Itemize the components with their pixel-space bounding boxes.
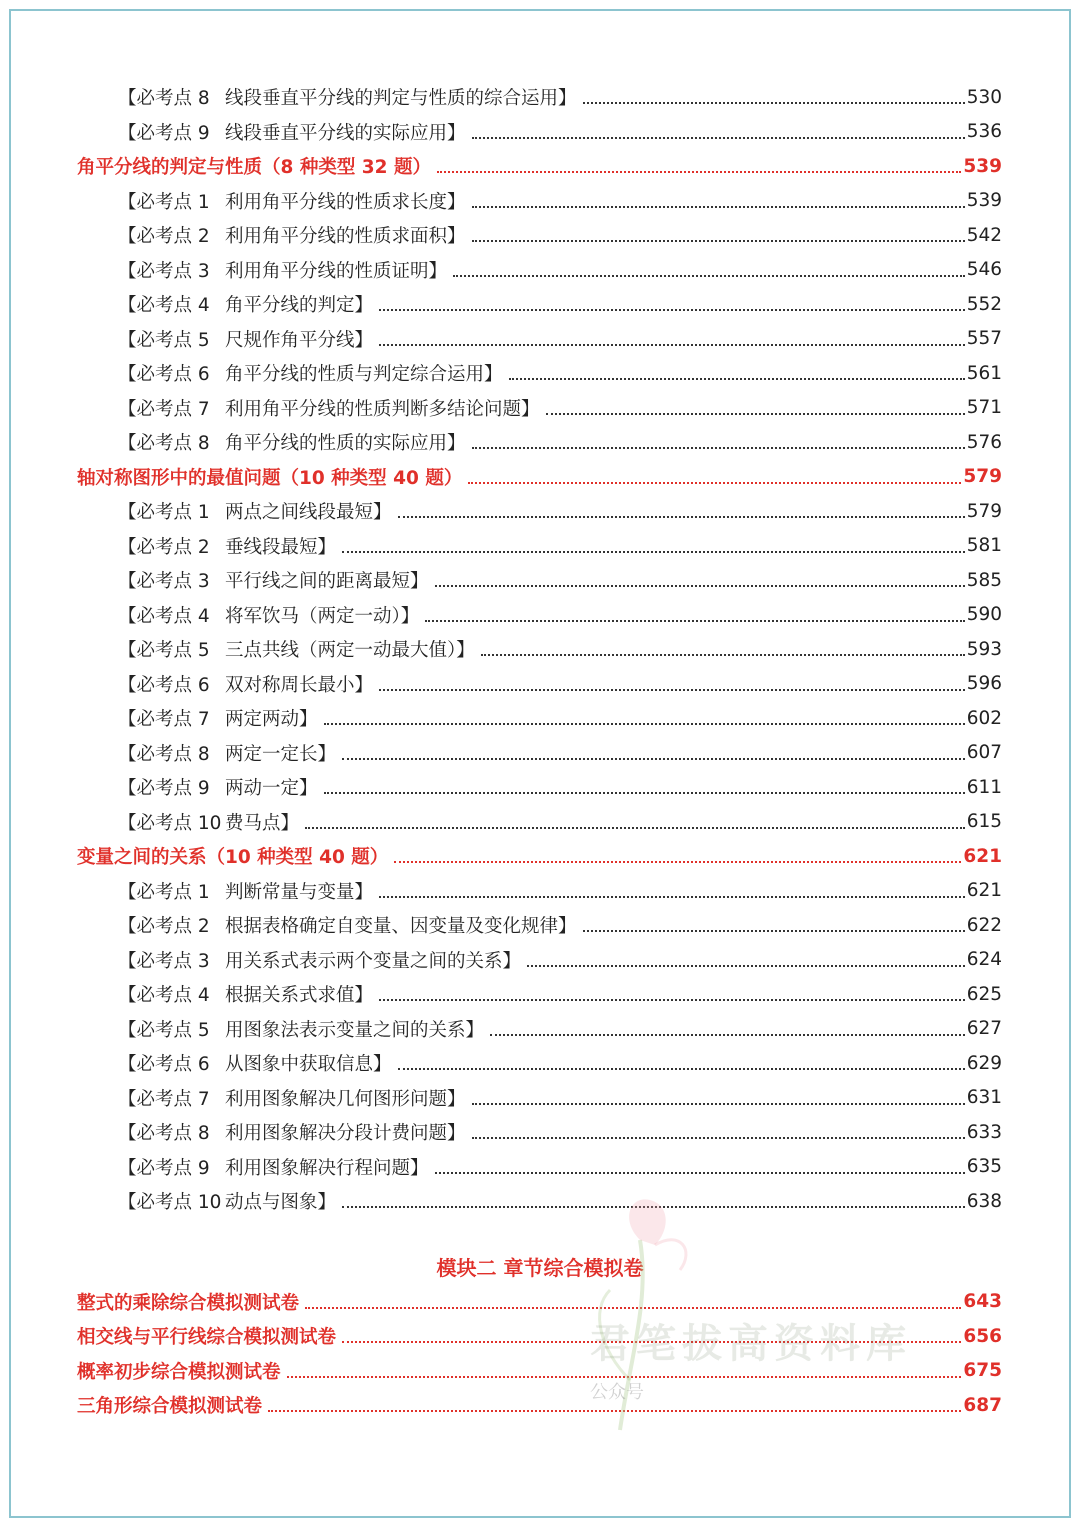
watermark-text: 君笔拔高资料库 xyxy=(590,1320,912,1367)
dot-leader xyxy=(472,1103,965,1105)
toc-exam-entry[interactable]: 三角形综合模拟测试卷 687 xyxy=(77,1394,1002,1418)
page-number: 607 xyxy=(966,742,1002,764)
dot-leader xyxy=(472,1137,965,1139)
page-number: 627 xyxy=(966,1018,1002,1040)
page-number: 621 xyxy=(966,880,1002,902)
toc-exam-entry[interactable]: 整式的乘除综合模拟测试卷 643 xyxy=(77,1291,1002,1314)
page-number: 579 xyxy=(966,500,1002,522)
toc-entry[interactable]: 【必考点 8 线段垂直平分线的判定与性质的综合运用】 530 xyxy=(118,86,1002,110)
dot-leader xyxy=(305,1307,961,1309)
page-number: 596 xyxy=(966,673,1002,695)
page-number: 633 xyxy=(966,1121,1002,1143)
dot-leader xyxy=(398,1068,965,1070)
dot-leader xyxy=(379,896,965,898)
page-number: 631 xyxy=(966,1087,1002,1109)
module-heading: 模块二 章节综合模拟卷 xyxy=(436,1255,644,1280)
toc-entry[interactable]: 【必考点 1 判断常量与变量】 621 xyxy=(118,880,1002,903)
dot-leader xyxy=(342,758,965,760)
toc-entry[interactable]: 【必考点 5 尺规作角平分线】 557 xyxy=(118,328,1002,351)
toc-exam-entry[interactable]: 概率初步综合模拟测试卷 675 xyxy=(77,1360,1002,1383)
page-number: 571 xyxy=(966,397,1002,419)
dot-leader xyxy=(481,654,965,656)
toc-entry[interactable]: 【必考点 9 两动一定】 611 xyxy=(118,776,1002,800)
table-of-contents xyxy=(0,80,1080,1423)
toc-entry[interactable]: 【必考点 5 三点共线（两定一动最大值）】 593 xyxy=(118,638,1002,662)
toc-entry[interactable]: 【必考点 10 动点与图象】 638 xyxy=(118,1190,1002,1214)
dot-leader xyxy=(472,206,965,208)
page-number: 629 xyxy=(966,1052,1002,1074)
toc-entry[interactable]: 【必考点 7 利用图象解决几何图形问题】 631 xyxy=(118,1087,1002,1110)
toc-section-axis-symmetry[interactable]: 轴对称图形中的最值问题（10 种类型 40 题） 579 xyxy=(77,466,1002,489)
toc-entry[interactable]: 【必考点 6 角平分线的性质与判定综合运用】 561 xyxy=(118,362,1002,386)
page-number: 624 xyxy=(966,949,1002,971)
dot-leader xyxy=(472,240,965,242)
page-number: 621 xyxy=(963,845,1002,867)
toc-entry[interactable]: 【必考点 2 根据表格确定自变量、因变量及变化规律】 622 xyxy=(118,914,1002,938)
toc-entry[interactable]: 【必考点 7 利用角平分线的性质判断多结论问题】 571 xyxy=(118,397,1002,420)
toc-entry[interactable]: 【必考点 3 用关系式表示两个变量之间的关系】 624 xyxy=(118,949,1002,972)
page-number: 656 xyxy=(963,1325,1002,1347)
page-number: 542 xyxy=(966,224,1002,246)
page-number: 576 xyxy=(966,431,1002,453)
dot-leader xyxy=(435,585,965,587)
dot-leader xyxy=(379,344,965,346)
dot-leader xyxy=(342,551,965,553)
page-number: 622 xyxy=(966,914,1002,936)
page-number: 602 xyxy=(966,707,1002,729)
page-number: 687 xyxy=(963,1394,1002,1416)
dot-leader xyxy=(394,861,961,863)
toc-entry[interactable]: 【必考点 1 两点之间线段最短】 579 xyxy=(118,500,1002,524)
page-number: 593 xyxy=(966,638,1002,660)
toc-exam-entry[interactable]: 相交线与平行线综合模拟测试卷 656 xyxy=(77,1325,1002,1349)
toc-entry[interactable]: 【必考点 9 线段垂直平分线的实际应用】 536 xyxy=(118,121,1002,144)
dot-leader xyxy=(324,723,965,725)
toc-entry[interactable]: 【必考点 9 利用图象解决行程问题】 635 xyxy=(118,1156,1002,1179)
dot-leader xyxy=(546,413,965,415)
dot-leader xyxy=(583,930,965,932)
toc-entry[interactable]: 【必考点 5 用图象法表示变量之间的关系】 627 xyxy=(118,1018,1002,1041)
page-number: 539 xyxy=(966,190,1002,212)
dot-leader xyxy=(472,137,965,139)
toc-entry[interactable]: 【必考点 7 两定两动】 602 xyxy=(118,707,1002,731)
page-number: 638 xyxy=(966,1190,1002,1212)
page-number: 675 xyxy=(963,1360,1002,1382)
dot-leader xyxy=(468,482,961,484)
dot-leader xyxy=(490,1034,965,1036)
dot-leader xyxy=(268,1410,961,1412)
dot-leader xyxy=(527,965,965,967)
dot-leader xyxy=(435,1172,965,1174)
dot-leader xyxy=(324,792,965,794)
dot-leader xyxy=(305,827,965,829)
page-number: 611 xyxy=(966,776,1002,798)
page-number: 552 xyxy=(966,293,1002,315)
toc-entry[interactable]: 【必考点 3 平行线之间的距离最短】 585 xyxy=(118,569,1002,593)
page-number: 546 xyxy=(966,259,1002,281)
toc-entry[interactable]: 【必考点 8 角平分线的性质的实际应用】 576 xyxy=(118,431,1002,455)
toc-section-variables[interactable]: 变量之间的关系（10 种类型 40 题） 621 xyxy=(77,845,1002,869)
page-number: 643 xyxy=(963,1291,1002,1313)
dot-leader xyxy=(342,1206,965,1208)
dot-leader xyxy=(453,275,965,277)
page-number: 615 xyxy=(966,811,1002,833)
toc-entry[interactable]: 【必考点 6 从图象中获取信息】 629 xyxy=(118,1052,1002,1076)
toc-entry[interactable]: 【必考点 4 将军饮马（两定一动）】 590 xyxy=(118,604,1002,627)
dot-leader xyxy=(398,516,965,518)
page-number: 635 xyxy=(966,1156,1002,1178)
toc-entry[interactable]: 【必考点 4 角平分线的判定】 552 xyxy=(118,293,1002,317)
page-number: 561 xyxy=(966,362,1002,384)
dot-leader xyxy=(437,171,961,173)
toc-entry[interactable]: 【必考点 6 双对称周长最小】 596 xyxy=(118,673,1002,696)
page-number: 539 xyxy=(963,155,1002,177)
page-number: 590 xyxy=(966,604,1002,626)
toc-entry[interactable]: 【必考点 2 利用角平分线的性质求面积】 542 xyxy=(118,224,1002,248)
dot-leader xyxy=(379,309,965,311)
dot-leader xyxy=(583,102,965,104)
toc-entry[interactable]: 【必考点 8 利用图象解决分段计费问题】 633 xyxy=(118,1121,1002,1145)
page-number: 536 xyxy=(966,121,1002,143)
dot-leader xyxy=(379,689,965,691)
watermark-subtext: 公众号 xyxy=(590,1382,644,1403)
page-number: 625 xyxy=(966,983,1002,1005)
dot-leader xyxy=(379,999,965,1001)
toc-entry[interactable]: 【必考点 4 根据关系式求值】 625 xyxy=(118,983,1002,1007)
dot-leader xyxy=(509,378,965,380)
page-number: 579 xyxy=(963,466,1002,488)
toc-entry[interactable]: 【必考点 2 垂线段最短】 581 xyxy=(118,535,1002,558)
dot-leader xyxy=(425,620,964,622)
toc-entry[interactable]: 【必考点 10 费马点】 615 xyxy=(118,811,1002,834)
page-number: 557 xyxy=(966,328,1002,350)
toc-entry[interactable]: 【必考点 8 两定一定长】 607 xyxy=(118,742,1002,765)
toc-entry[interactable]: 【必考点 1 利用角平分线的性质求长度】 539 xyxy=(118,190,1002,213)
toc-entry[interactable]: 【必考点 3 利用角平分线的性质证明】 546 xyxy=(118,259,1002,282)
page-number: 530 xyxy=(966,86,1002,108)
page-number: 585 xyxy=(966,569,1002,591)
page-number: 581 xyxy=(966,535,1002,557)
dot-leader xyxy=(472,447,965,449)
toc-section-angle-bisector[interactable]: 角平分线的判定与性质（8 种类型 32 题） 539 xyxy=(77,155,1002,179)
